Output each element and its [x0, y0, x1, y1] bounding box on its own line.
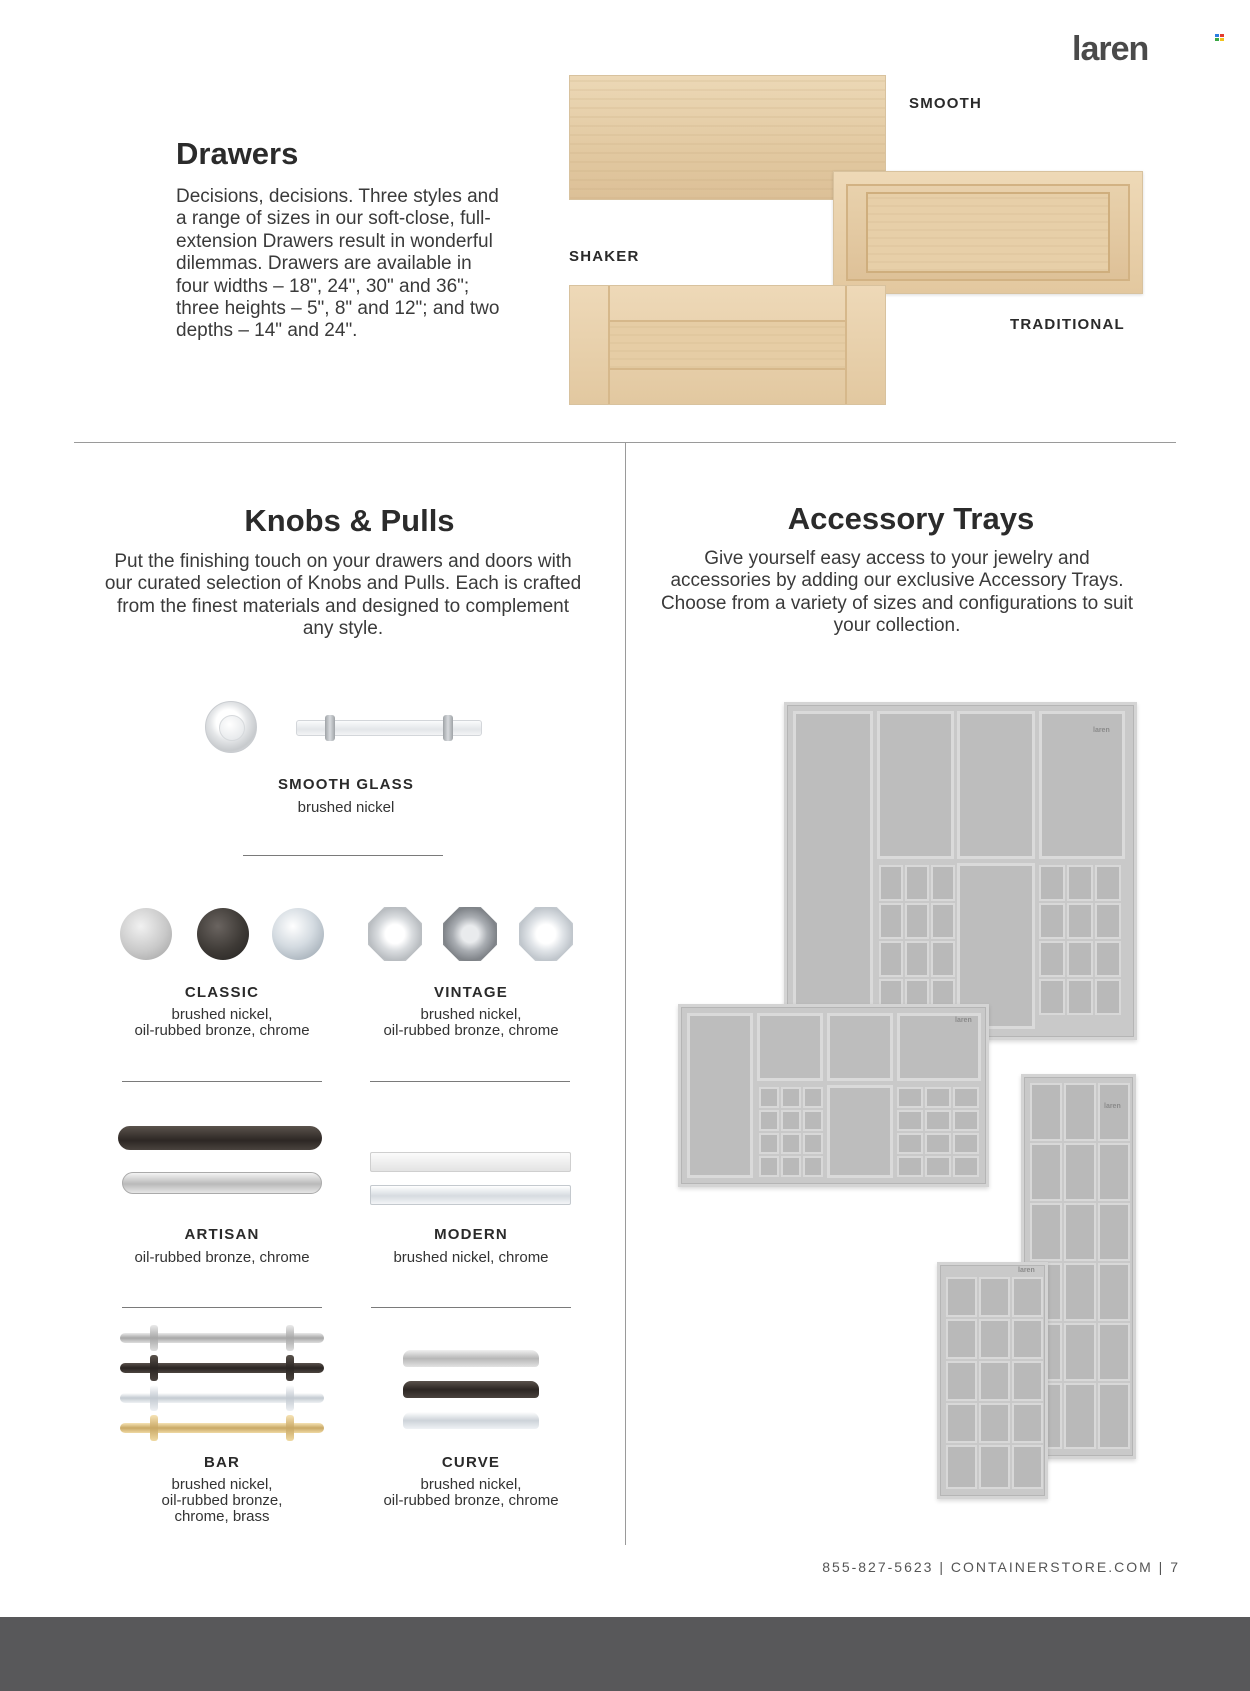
- tray-brand-mark: laren: [955, 1017, 972, 1024]
- drawers-description: Decisions, decisions. Three styles and a range of sizes in our soft-close, full-extension Drawers result in wonderful dilemmas. Drawers are available in four widths – 18", 24", 30" and 36"; three heights – 5", 8" and 12"; and two depths – 14" and 24".: [176, 186, 500, 342]
- product-separator: [122, 1307, 322, 1308]
- knobs-pulls-heading: Knobs & Pulls: [244, 503, 455, 538]
- product-separator: [243, 855, 443, 856]
- traditional-drawer-front-image: [833, 171, 1143, 294]
- product-finish: chrome, brass: [174, 1508, 270, 1525]
- product-separator: [371, 1307, 571, 1308]
- curve-pull-chrome-image: [403, 1412, 539, 1429]
- artisan-pull-chrome-image: [122, 1172, 322, 1194]
- product-finish: oil-rubbed bronze, chrome: [134, 1022, 310, 1039]
- tray-brand-mark: laren: [1093, 727, 1110, 734]
- large-accessory-tray-image: [784, 702, 1137, 1040]
- classic-knob-brushed-nickel-image: [120, 908, 172, 960]
- bar-pull-brushed-nickel-image: [120, 1333, 324, 1343]
- drawers-heading: Drawers: [176, 136, 299, 171]
- vintage-knob-oil-rubbed-bronze-image: [443, 907, 497, 961]
- footer-bar: [0, 1617, 1250, 1691]
- product-name: SMOOTH GLASS: [277, 776, 415, 793]
- product-finish: oil-rubbed bronze,: [161, 1492, 283, 1509]
- product-finish: brushed nickel,: [420, 1476, 522, 1493]
- curve-pull-oil-rubbed-bronze-image: [403, 1381, 539, 1398]
- artisan-pull-oil-rubbed-bronze-image: [118, 1126, 322, 1150]
- product-finish: oil-rubbed bronze, chrome: [383, 1492, 559, 1509]
- footer-contact: 855-827-5623 | CONTAINERSTORE.COM | 7: [822, 1559, 1180, 1575]
- small-accessory-tray-image: [937, 1262, 1048, 1499]
- smooth-style-label: SMOOTH: [909, 95, 983, 112]
- product-name: CURVE: [441, 1454, 501, 1471]
- shaker-style-label: SHAKER: [569, 248, 640, 265]
- classic-knob-oil-rubbed-bronze-image: [197, 908, 249, 960]
- smooth-glass-knob-image: [205, 701, 257, 753]
- product-separator: [370, 1081, 570, 1082]
- traditional-style-label: TRADITIONAL: [1010, 316, 1125, 333]
- product-finish: oil-rubbed bronze, chrome: [383, 1022, 559, 1039]
- section-divider-vertical: [625, 442, 626, 1545]
- product-finish: brushed nickel,: [171, 1006, 273, 1023]
- laren-logo: laren: [1072, 30, 1149, 68]
- tray-brand-mark: laren: [1104, 1103, 1121, 1110]
- knobs-pulls-description: Put the finishing touch on your drawers and doors with our curated selection of Knobs and Pulls. Each is crafted from the finest materials and designed to complement any style.: [104, 551, 582, 640]
- curve-pull-brushed-nickel-image: [403, 1350, 539, 1367]
- bar-pull-brass-image: [120, 1423, 324, 1433]
- product-finish: oil-rubbed bronze, chrome: [134, 1249, 310, 1266]
- product-name: BAR: [203, 1454, 241, 1471]
- product-finish: brushed nickel, chrome: [393, 1249, 549, 1266]
- logo-color-dots-icon: [1215, 34, 1225, 42]
- shaker-drawer-front-image: [569, 285, 886, 405]
- smooth-glass-pull-image: [296, 720, 482, 736]
- medium-accessory-tray-image: [678, 1004, 989, 1187]
- product-finish: brushed nickel,: [171, 1476, 273, 1493]
- product-finish: brushed nickel: [297, 799, 395, 816]
- bar-pull-oil-rubbed-bronze-image: [120, 1363, 324, 1373]
- bar-pull-chrome-image: [120, 1393, 324, 1403]
- modern-pull-chrome-image: [370, 1185, 571, 1205]
- product-name: MODERN: [434, 1226, 508, 1243]
- tray-brand-mark: laren: [1018, 1267, 1035, 1274]
- accessory-trays-description: Give yourself easy access to your jewelry and accessories by adding our exclusive Accessory Trays. Choose from a variety of sizes and configurations to suit your collection.: [660, 548, 1134, 637]
- vintage-knob-brushed-nickel-image: [368, 907, 422, 961]
- accessory-trays-heading: Accessory Trays: [787, 501, 1035, 536]
- product-separator: [122, 1081, 322, 1082]
- vintage-knob-chrome-image: [519, 907, 573, 961]
- product-finish: brushed nickel,: [420, 1006, 522, 1023]
- modern-pull-brushed-nickel-image: [370, 1152, 571, 1172]
- product-name: VINTAGE: [434, 984, 508, 1001]
- product-name: ARTISAN: [184, 1226, 260, 1243]
- product-name: CLASSIC: [184, 984, 260, 1001]
- classic-knob-chrome-image: [272, 908, 324, 960]
